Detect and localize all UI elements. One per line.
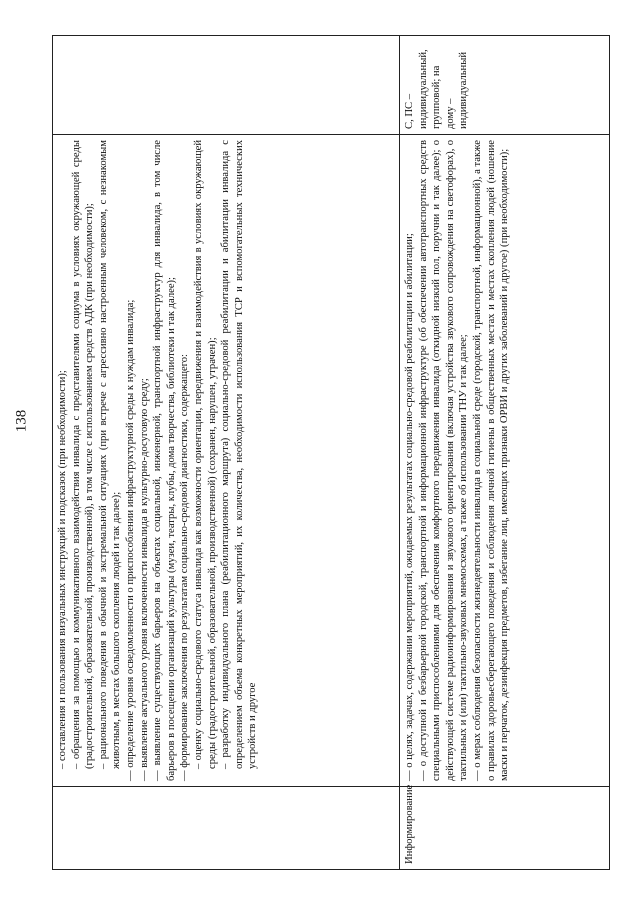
rotated-table-container [52, 36, 610, 870]
page-number-text: 138 [13, 409, 30, 433]
list-item: – обращения за помощью и коммуникативного взаимодействия инвалида с представителями социума в условиях окружающей среды (градостроительной, образовательной, производственной), в том числе с использованием средств АДК (при необходимости); [70, 140, 96, 769]
table-row [400, 36, 610, 870]
list-item: – оценку социально-средового статуса инвалида как возможности ориентации, передвижения и взаимодействия в условиях окружающей среды (градостроительной, образовательной, производственной) (сохранен, нарушен, утрачен); [192, 140, 218, 769]
category-cell [53, 787, 400, 870]
list-item: – рационального поведения в обычной и экстремальной ситуациях (при встрече с агрессивно настроенным человеком, с незнакомым животным, в местах большого скопления людей и так далее); [97, 140, 123, 769]
list-item: – составления и пользования визуальных инструкций и подсказок (при необходимости); [57, 370, 68, 769]
list-item: – разработку индивидуального плана (реабилитационного маршрута) социально-средовой реабилитации и абилитации инвалида с определением объема конкретных мероприятий, их количества, необходимости использования ТСР и вспомогательных технических устройств и другое [220, 140, 259, 769]
list-item: — о целях, задачах, содержании мероприятий, ожидаемых результатах социально-средовой реабилитации и абилитации; [404, 233, 415, 781]
content-table [52, 35, 610, 870]
table-row [53, 36, 400, 870]
content-cell [400, 135, 610, 787]
page-number [10, 409, 30, 443]
list-item: — формирование заключения по результатам социально-средовой диагностики, содержащего: [179, 353, 191, 781]
list-item: — определение уровня осведомленности о приспособлении инфраструктурной среды к нуждам инвалида; [124, 299, 136, 781]
list-item: — выявление актуального уровня включенности инвалида в культурно-досуговую среду; [138, 378, 150, 781]
list-item: — выявление существующих барьеров на объектах социальной, инженерной, транспортной инфраструктур для инвалида, в том числе барьеров в посещении организаций культуры (музеи, театры, клубы, дома творчества, библиотеки и так далее); [152, 140, 177, 781]
category-cell: Информирование [400, 787, 610, 870]
method-cell: С, ПС – индивидуальный, групповой; на дому – индивидуальный [400, 36, 610, 135]
method-cell [53, 36, 400, 135]
content-cell [53, 135, 400, 787]
list-item: — о мерах соблюдения безопасности жизнедеятельности инвалида в социальной среде (городской, транспортной, информационной), а также о правилах здоровьесберегающего поведения и соблюдения личной гигиены в общественных местах и местах скопления людей (ношение маски и перчаток, дезинфекция предметов, избегание лиц, имеющих признаки ОРВИ и других заболеваний и другое) (при необходимости); [471, 140, 511, 781]
list-item: — о доступной и безбарьерной городской, транспортной и информационной инфраструктуре (об обеспечении автотранспортных средств специальными приспособлениями для обеспечения комфортного передвижения инвалида (откидной низкий пол, поручни и так далее); о действующей системе радиоинформирования и звукового ориентирования (включая устройства звукового сопровождения на светофорах), о тактильных и (или) тактильно-звуковых мнемосхемах, а также об использовании ТНУ и так далее; [417, 140, 470, 781]
